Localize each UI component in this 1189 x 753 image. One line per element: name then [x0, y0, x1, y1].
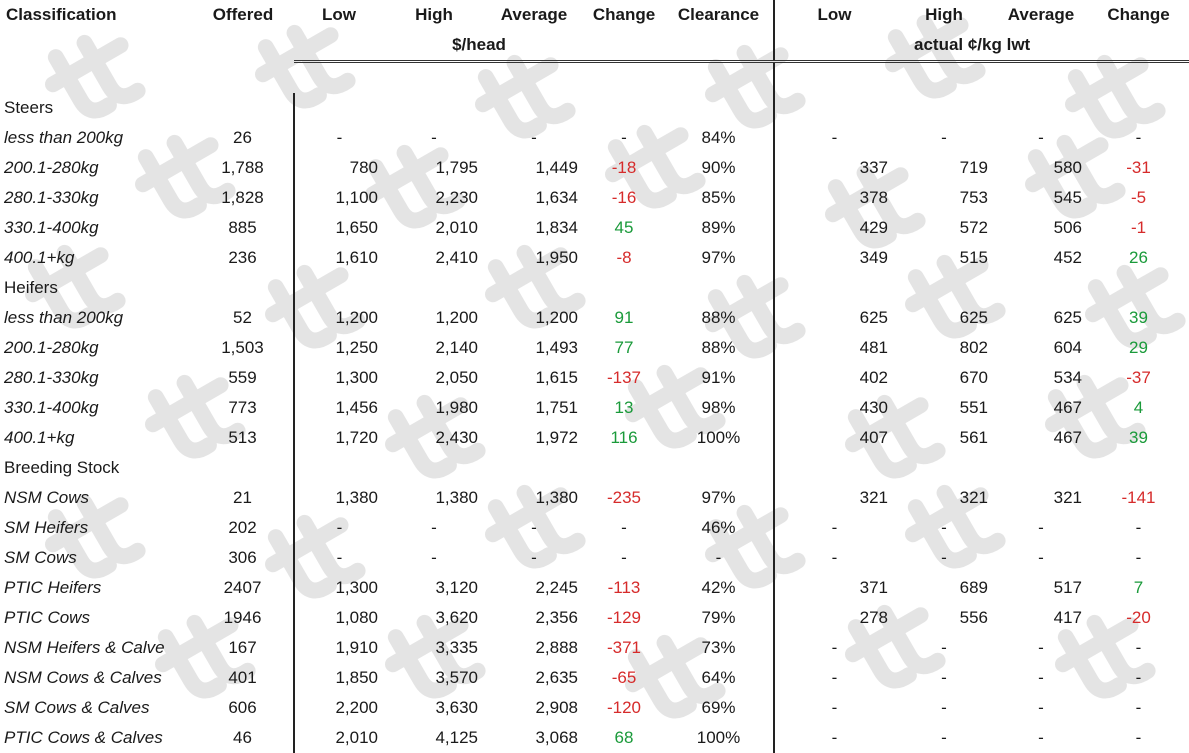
offered-cell: 513	[192, 423, 294, 453]
classification-cell: less than 200kg	[4, 128, 124, 147]
low-cell: 1,100	[335, 188, 378, 207]
clearance-cell: 69%	[664, 693, 774, 723]
kg-average-cell: -	[1038, 638, 1044, 657]
kg-low-cell: -	[831, 518, 838, 537]
clearance-cell: 88%	[664, 303, 774, 333]
classification-cell: 280.1-330kg	[4, 368, 99, 387]
average-cell: -	[531, 128, 537, 147]
kg-high-cell: 802	[959, 338, 988, 357]
kg-high-cell: -	[941, 638, 947, 657]
low-cell: 1,380	[335, 488, 378, 507]
average-cell: -	[531, 518, 537, 537]
offered-cell: 21	[192, 483, 294, 513]
high-cell: 3,630	[435, 698, 478, 717]
table-row	[0, 123, 1189, 153]
clearance-cell: 64%	[664, 663, 774, 693]
unit-label-per-head: $/head	[452, 35, 506, 54]
table-body	[0, 93, 1189, 753]
kg-average-cell: 545	[1053, 188, 1082, 207]
section-title: Heifers	[4, 278, 58, 297]
kg-average-cell: -	[1038, 128, 1044, 147]
kg-high-cell: -	[941, 548, 947, 567]
high-cell: 1,200	[435, 308, 478, 327]
section-title: Breeding Stock	[4, 458, 120, 477]
table-row	[0, 483, 1189, 513]
section-title: Steers	[4, 98, 54, 117]
classification-cell: 330.1-400kg	[4, 218, 99, 237]
kg-low-cell: -	[831, 638, 838, 657]
clearance-cell: 90%	[664, 153, 774, 183]
col-header-low: Low	[322, 5, 356, 24]
classification-cell: SM Heifers	[4, 518, 89, 537]
kg-average-cell: 417	[1053, 608, 1082, 627]
kg-high-cell: 321	[959, 488, 988, 507]
col-header-average: Average	[500, 5, 568, 24]
kg-low-cell: -	[831, 128, 838, 147]
kg-low-cell: 481	[859, 338, 888, 357]
high-cell: 2,230	[435, 188, 478, 207]
change-cell: -8	[616, 248, 632, 267]
classification-cell: NSM Cows & Calves	[4, 668, 162, 687]
kg-low-cell: 429	[859, 218, 888, 237]
kg-change-cell: -	[1135, 638, 1142, 657]
offered-cell: 306	[192, 543, 294, 573]
change-cell: -18	[611, 158, 637, 177]
average-cell: 1,972	[535, 428, 578, 447]
kg-change-cell: -141	[1121, 488, 1156, 507]
average-cell: 2,635	[535, 668, 578, 687]
kg-high-cell: 572	[959, 218, 988, 237]
change-cell: -371	[606, 638, 642, 657]
classification-cell: 200.1-280kg	[4, 158, 99, 177]
average-cell: 1,751	[535, 398, 578, 417]
col-header-kg-change: Change	[1107, 5, 1170, 24]
kg-average-cell: 467	[1053, 398, 1082, 417]
kg-change-cell: -	[1135, 128, 1142, 147]
classification-cell: 330.1-400kg	[4, 398, 99, 417]
col-header-offered: Offered	[212, 5, 274, 24]
kg-low-cell: 321	[859, 488, 888, 507]
average-cell: 1,615	[535, 368, 578, 387]
high-cell: 2,410	[435, 248, 478, 267]
change-cell: -137	[606, 368, 642, 387]
table-row	[0, 573, 1189, 603]
average-cell: -	[531, 548, 537, 567]
change-cell: -16	[611, 188, 637, 207]
offered-cell: 26	[192, 123, 294, 153]
kg-change-cell: 7	[1133, 578, 1144, 597]
high-cell: 2,010	[435, 218, 478, 237]
low-cell: 2,200	[335, 698, 378, 717]
kg-average-cell: 517	[1053, 578, 1082, 597]
kg-high-cell: 561	[959, 428, 988, 447]
classification-cell: SM Cows	[4, 548, 77, 567]
high-cell: 3,335	[435, 638, 478, 657]
offered-cell: 52	[192, 303, 294, 333]
kg-change-cell: 4	[1133, 398, 1144, 417]
kg-change-cell: -	[1135, 548, 1142, 567]
low-cell: 1,080	[335, 608, 378, 627]
average-cell: 1,449	[535, 158, 578, 177]
change-cell: -113	[607, 578, 641, 597]
change-cell: -65	[611, 668, 637, 687]
table-row	[0, 663, 1189, 693]
low-cell: 1,300	[335, 368, 378, 387]
classification-cell: 280.1-330kg	[4, 188, 99, 207]
average-cell: 2,888	[535, 638, 578, 657]
average-cell: 1,493	[535, 338, 578, 357]
table-row	[0, 693, 1189, 723]
high-cell: 3,620	[435, 608, 478, 627]
kg-average-cell: 580	[1053, 158, 1082, 177]
offered-cell: 46	[192, 723, 294, 753]
kg-change-cell: -	[1135, 698, 1142, 717]
low-cell: -	[336, 548, 343, 567]
offered-cell: 167	[192, 633, 294, 663]
kg-low-cell: 349	[859, 248, 888, 267]
kg-average-cell: 452	[1053, 248, 1082, 267]
kg-high-cell: 689	[959, 578, 988, 597]
high-cell: 1,380	[435, 488, 478, 507]
kg-average-cell: 534	[1053, 368, 1082, 387]
section-header-row	[0, 453, 1189, 483]
high-cell: -	[431, 128, 437, 147]
kg-high-cell: -	[941, 518, 947, 537]
kg-low-cell: -	[831, 728, 838, 747]
clearance-cell: 97%	[664, 483, 774, 513]
classification-cell: PTIC Heifers	[4, 578, 102, 597]
low-cell: 2,010	[335, 728, 378, 747]
high-cell: 1,795	[435, 158, 478, 177]
change-cell: 77	[614, 338, 634, 357]
clearance-cell: 97%	[664, 243, 774, 273]
offered-cell: 885	[192, 213, 294, 243]
kg-change-cell: -	[1135, 668, 1142, 687]
clearance-cell: 84%	[664, 123, 774, 153]
average-cell: 1,834	[535, 218, 578, 237]
change-cell: -	[621, 548, 627, 567]
kg-average-cell: -	[1038, 548, 1044, 567]
kg-low-cell: 430	[859, 398, 888, 417]
kg-change-cell: -37	[1126, 368, 1151, 387]
average-cell: 2,245	[535, 578, 578, 597]
kg-low-cell: 402	[859, 368, 888, 387]
clearance-cell: 42%	[664, 573, 774, 603]
change-cell: -129	[606, 608, 642, 627]
high-cell: 1,980	[435, 398, 478, 417]
kg-change-cell: -	[1135, 518, 1142, 537]
kg-change-cell: 39	[1129, 308, 1148, 327]
kg-high-cell: 515	[959, 248, 988, 267]
clearance-cell: 91%	[664, 363, 774, 393]
table-row	[0, 633, 1189, 663]
table-row	[0, 213, 1189, 243]
table-row	[0, 543, 1189, 573]
offered-cell: 559	[192, 363, 294, 393]
offered-cell: 1,503	[192, 333, 294, 363]
section-header-row	[0, 93, 1189, 123]
low-cell: 1,850	[335, 668, 378, 687]
offered-cell: 606	[192, 693, 294, 723]
kg-average-cell: 321	[1053, 488, 1082, 507]
kg-high-cell: 625	[959, 308, 988, 327]
clearance-cell: 100%	[664, 423, 774, 453]
col-header-clearance: Clearance	[664, 0, 774, 30]
table-row	[0, 393, 1189, 423]
clearance-cell: 46%	[664, 513, 774, 543]
table-row	[0, 303, 1189, 333]
table-row	[0, 333, 1189, 363]
change-cell: 45	[614, 218, 634, 237]
change-cell: 68	[614, 728, 634, 747]
kg-high-cell: -	[941, 728, 947, 747]
classification-cell: SM Cows & Calves	[4, 698, 150, 717]
offered-cell: 1946	[192, 603, 294, 633]
table-row	[0, 723, 1189, 753]
kg-change-cell: -5	[1130, 188, 1147, 207]
high-cell: 3,120	[435, 578, 478, 597]
kg-average-cell: -	[1038, 668, 1044, 687]
kg-high-cell: 670	[959, 368, 988, 387]
kg-low-cell: 407	[859, 428, 888, 447]
offered-cell: 1,788	[192, 153, 294, 183]
average-cell: 2,356	[535, 608, 578, 627]
average-cell: 1,634	[535, 188, 578, 207]
kg-high-cell: 556	[959, 608, 988, 627]
kg-change-cell: -1	[1130, 218, 1147, 237]
kg-high-cell: 719	[959, 158, 988, 177]
kg-low-cell: 371	[859, 578, 888, 597]
classification-cell: NSM Cows	[4, 488, 90, 507]
low-cell: -	[336, 128, 343, 147]
offered-cell: 773	[192, 393, 294, 423]
low-cell: 1,456	[335, 398, 378, 417]
average-cell: 1,200	[535, 308, 578, 327]
change-cell: -235	[606, 488, 642, 507]
kg-high-cell: -	[941, 668, 947, 687]
kg-low-cell: 278	[859, 608, 888, 627]
clearance-cell: -	[664, 543, 774, 573]
low-cell: -	[336, 518, 343, 537]
kg-change-cell: -	[1135, 728, 1142, 747]
high-cell: 2,140	[435, 338, 478, 357]
change-cell: -	[621, 128, 627, 147]
classification-cell: PTIC Cows	[4, 608, 90, 627]
high-cell: -	[431, 518, 437, 537]
kg-high-cell: 551	[959, 398, 988, 417]
offered-cell: 401	[192, 663, 294, 693]
table-row	[0, 513, 1189, 543]
clearance-cell: 98%	[664, 393, 774, 423]
clearance-cell: 73%	[664, 633, 774, 663]
offered-cell: 1,828	[192, 183, 294, 213]
kg-average-cell: -	[1038, 698, 1044, 717]
col-header-change: Change	[592, 5, 656, 24]
low-cell: 1,610	[335, 248, 378, 267]
kg-high-cell: -	[941, 128, 947, 147]
offered-cell: 202	[192, 513, 294, 543]
col-header-kg-high: High	[925, 5, 963, 24]
kg-low-cell: 337	[859, 158, 888, 177]
low-cell: 1,720	[335, 428, 378, 447]
clearance-cell: 89%	[664, 213, 774, 243]
clearance-cell: 85%	[664, 183, 774, 213]
change-cell: 91	[614, 308, 634, 327]
col-header-kg-average: Average	[1007, 5, 1075, 24]
low-cell: 1,910	[335, 638, 378, 657]
kg-change-cell: -20	[1126, 608, 1151, 627]
kg-average-cell: 604	[1053, 338, 1082, 357]
table-row	[0, 243, 1189, 273]
kg-average-cell: 506	[1053, 218, 1082, 237]
clearance-cell: 79%	[664, 603, 774, 633]
change-cell: -	[621, 518, 627, 537]
kg-change-cell: -31	[1126, 158, 1151, 177]
kg-low-cell: 625	[859, 308, 888, 327]
header-rule-left	[294, 62, 664, 94]
high-cell: -	[431, 548, 437, 567]
kg-change-cell: 26	[1129, 248, 1148, 267]
clearance-cell: 88%	[664, 333, 774, 363]
kg-low-cell: -	[831, 548, 838, 567]
col-header-classification: Classification	[6, 5, 117, 24]
col-header-kg-low: Low	[817, 5, 852, 24]
clearance-cell: 100%	[664, 723, 774, 753]
table-row	[0, 363, 1189, 393]
classification-cell: 400.1+kg	[4, 428, 75, 447]
kg-high-cell: -	[941, 698, 947, 717]
change-cell: 116	[610, 428, 638, 447]
low-cell: 1,200	[335, 308, 378, 327]
low-cell: 780	[349, 158, 378, 177]
kg-change-cell: 29	[1129, 338, 1148, 357]
high-cell: 2,050	[435, 368, 478, 387]
kg-change-cell: 39	[1129, 428, 1148, 447]
change-cell: -120	[606, 698, 642, 717]
average-cell: 1,950	[535, 248, 578, 267]
kg-low-cell: -	[831, 698, 838, 717]
col-header-high: High	[415, 5, 453, 24]
table-row	[0, 183, 1189, 213]
kg-average-cell: 625	[1053, 308, 1082, 327]
kg-average-cell: 467	[1053, 428, 1082, 447]
high-cell: 3,570	[435, 668, 478, 687]
kg-high-cell: 753	[959, 188, 988, 207]
kg-average-cell: -	[1038, 728, 1044, 747]
high-cell: 4,125	[435, 728, 478, 747]
unit-label-per-kg: actual ¢/kg lwt	[914, 35, 1031, 54]
kg-average-cell: -	[1038, 518, 1044, 537]
unit-row	[0, 30, 1189, 62]
low-cell: 1,650	[335, 218, 378, 237]
header-row	[0, 0, 1189, 30]
low-cell: 1,300	[335, 578, 378, 597]
table-row	[0, 153, 1189, 183]
average-cell: 1,380	[535, 488, 578, 507]
classification-cell: PTIC Cows & Calves	[4, 728, 163, 747]
change-cell: 13	[614, 398, 634, 417]
kg-low-cell: -	[831, 668, 838, 687]
average-cell: 2,908	[535, 698, 578, 717]
table-row	[0, 603, 1189, 633]
high-cell: 2,430	[435, 428, 478, 447]
classification-cell: 400.1+kg	[4, 248, 75, 267]
offered-cell: 236	[192, 243, 294, 273]
header-rule-right	[774, 62, 1189, 94]
classification-cell: less than 200kg	[4, 308, 124, 327]
classification-cell: 200.1-280kg	[4, 338, 99, 357]
section-header-row	[0, 273, 1189, 303]
classification-cell: NSM Heifers & Calve	[4, 638, 165, 657]
low-cell: 1,250	[335, 338, 378, 357]
offered-cell: 2407	[192, 573, 294, 603]
average-cell: 3,068	[535, 728, 578, 747]
kg-low-cell: 378	[859, 188, 888, 207]
table-row	[0, 423, 1189, 453]
